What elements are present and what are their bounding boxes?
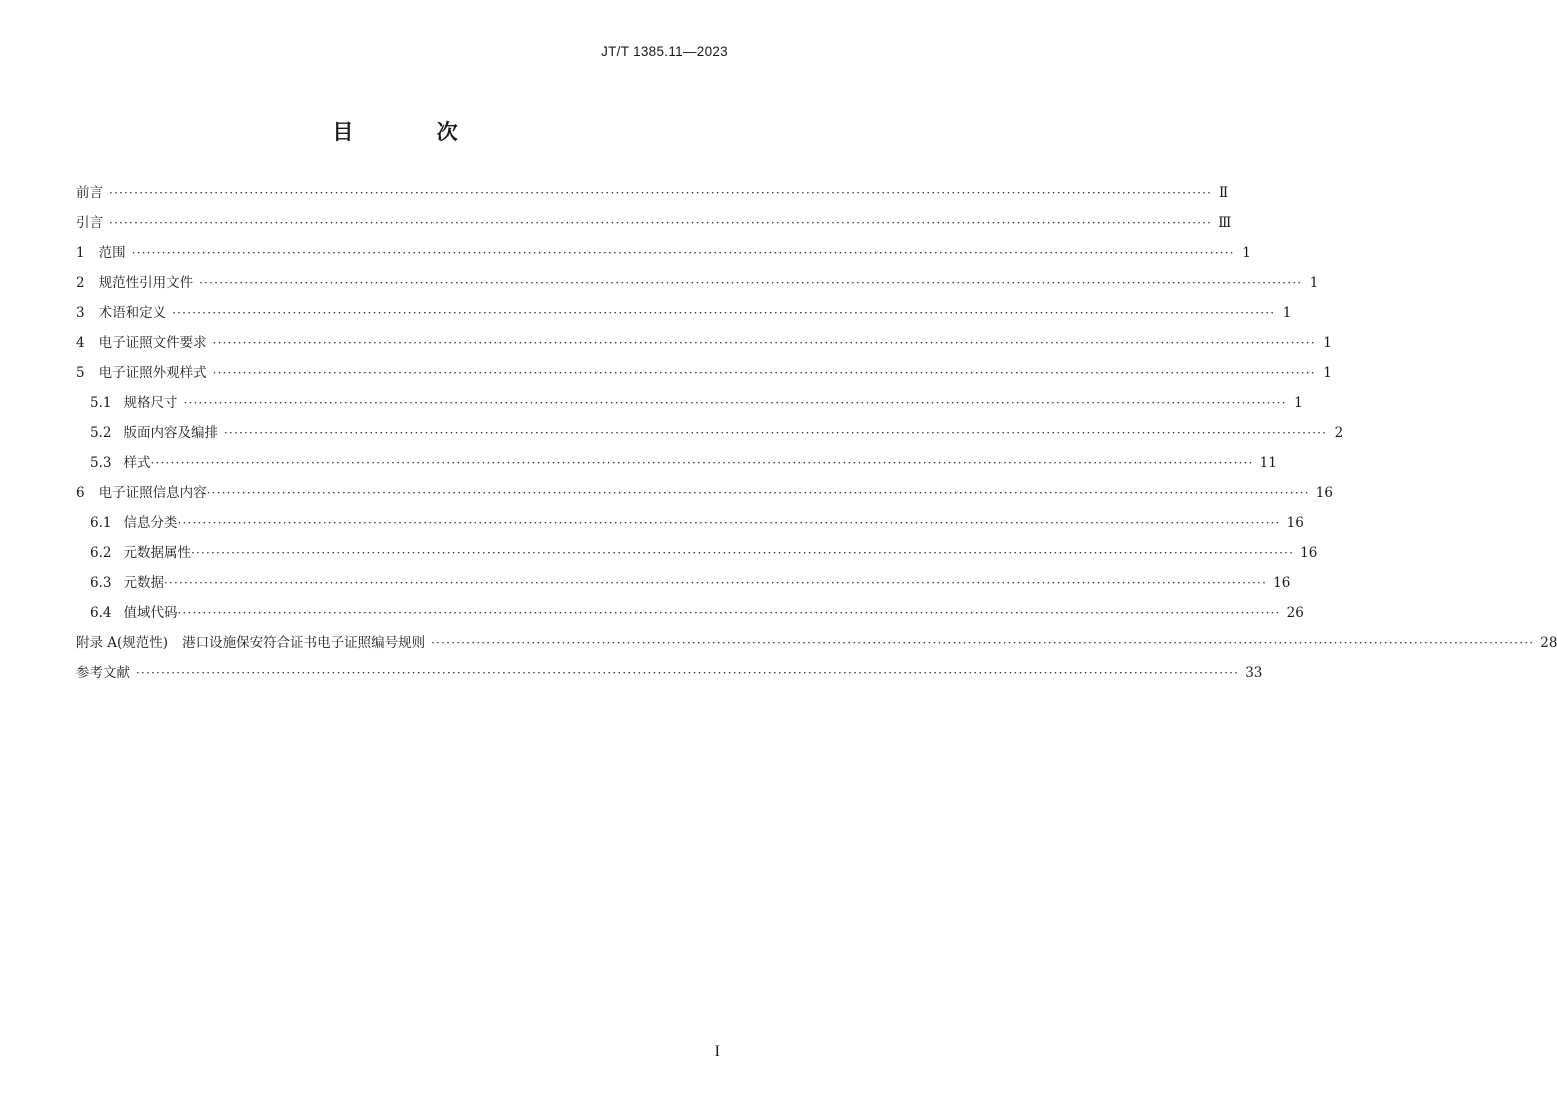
toc-entry-3[interactable]: [76, 301, 1292, 331]
toc-entry-6-4[interactable]: [76, 601, 1304, 631]
page-title: 目 次: [332, 120, 496, 144]
toc-label: 范围: [98, 245, 126, 261]
toc-page: 2: [1334, 425, 1344, 441]
toc-label: 前言: [76, 185, 103, 201]
toc-number: 6.2: [90, 545, 112, 561]
toc-label: 港口设施保安符合证书电子证照编号规则: [182, 635, 426, 651]
toc-leader: ····························································································································································································································: [172, 306, 1276, 320]
toc-label: 元数据: [123, 575, 164, 591]
toc-entry-bibliography[interactable]: [76, 661, 1263, 691]
toc-label: 引言: [76, 215, 103, 231]
toc-label: 电子证照文件要求: [98, 335, 207, 351]
toc-entry-6-2[interactable]: [76, 541, 1318, 571]
toc-number: 6.3: [90, 575, 112, 591]
toc-leader: ····························································································································································································································: [177, 606, 1281, 620]
toc-leader: ····························································································································································································································: [177, 516, 1281, 530]
toc-number: 5.2: [90, 425, 112, 441]
page-folio: I: [714, 1043, 720, 1060]
toc-entry-introduction[interactable]: [76, 211, 1232, 241]
toc-entry-5[interactable]: [76, 361, 1332, 391]
toc-leader: ····························································································································································································································: [190, 546, 1295, 560]
toc-page: 1: [1309, 275, 1319, 291]
toc-leader: ····························································································································································································································: [150, 456, 1254, 470]
toc-number: 6.4: [90, 605, 112, 621]
toc-entry-foreword[interactable]: [76, 181, 1229, 211]
toc-number: 附录 A(规范性): [76, 635, 169, 651]
toc-leader: ····························································································································································································································: [109, 186, 1213, 200]
toc-number: 6: [76, 485, 85, 501]
toc-number: 3: [76, 305, 85, 321]
toc-entry-annex-a[interactable]: [76, 631, 1557, 661]
toc-leader: ····························································································································································································································: [183, 396, 1287, 410]
toc-number: 2: [76, 275, 85, 291]
toc-leader: ····························································································································································································································: [212, 336, 1316, 350]
toc-page: 16: [1300, 545, 1318, 561]
toc-entry-2[interactable]: [76, 271, 1319, 301]
toc-page: 1: [1323, 335, 1332, 351]
toc-leader: ····························································································································································································································: [223, 426, 1328, 440]
toc-label: 版面内容及编排: [123, 425, 218, 441]
toc-label: 信息分类: [123, 515, 178, 531]
toc-number: 5.3: [90, 455, 112, 471]
toc-number: 1: [76, 245, 85, 261]
toc-page: 1: [1242, 245, 1251, 261]
toc-page: 16: [1273, 575, 1291, 591]
toc-leader: ····························································································································································································································: [431, 636, 1535, 650]
toc-leader: ····························································································································································································································: [199, 276, 1303, 290]
toc-entry-6-3[interactable]: [76, 571, 1291, 601]
toc-page: 16: [1315, 485, 1333, 501]
toc-label: 电子证照信息内容: [98, 485, 207, 501]
toc-label: 规范性引用文件: [98, 275, 194, 291]
toc-page: 1: [1294, 395, 1303, 411]
toc-entry-6[interactable]: [76, 481, 1333, 511]
toc-leader: ····························································································································································································································: [212, 366, 1316, 380]
toc-label: 术语和定义: [98, 305, 167, 321]
toc-page: 26: [1286, 605, 1304, 621]
toc-page: Ⅱ: [1219, 185, 1229, 201]
toc-page: 28: [1540, 635, 1557, 651]
toc-leader: ····························································································································································································································: [109, 216, 1213, 230]
toc-page: 16: [1286, 515, 1304, 531]
toc-entry-4[interactable]: [76, 331, 1332, 361]
toc-label: 电子证照外观样式: [98, 365, 207, 381]
toc-label: 元数据属性: [123, 545, 191, 561]
toc-entry-5-1[interactable]: [76, 391, 1303, 421]
toc-number: 4: [76, 335, 85, 351]
toc-entry-5-2[interactable]: [76, 421, 1344, 451]
toc-page: 11: [1259, 455, 1277, 471]
toc-page: 1: [1282, 305, 1292, 321]
toc-label: 规格尺寸: [123, 395, 178, 411]
toc-page: 33: [1245, 665, 1263, 681]
toc-page: 1: [1323, 365, 1332, 381]
toc-number: 5.1: [90, 395, 112, 411]
toc-leader: ····························································································································································································································: [136, 666, 1240, 680]
toc-entry-5-3[interactable]: [76, 451, 1277, 481]
toc-number: 6.1: [90, 515, 112, 531]
toc-entry-6-1[interactable]: [76, 511, 1304, 541]
toc-label: 参考文献: [76, 665, 130, 681]
toc-number: 5: [76, 365, 85, 381]
toc-label: 值域代码: [123, 605, 178, 621]
toc-label: 样式: [123, 455, 151, 471]
toc-leader: ····························································································································································································································: [131, 246, 1235, 260]
toc-leader: ····························································································································································································································: [206, 486, 1310, 500]
toc-entry-1[interactable]: [76, 241, 1251, 271]
toc-page: Ⅲ: [1218, 215, 1232, 231]
standard-code: JT/T 1385.11—2023: [601, 44, 728, 59]
table-of-contents: [76, 181, 1557, 691]
toc-leader: ····························································································································································································································: [163, 576, 1268, 590]
